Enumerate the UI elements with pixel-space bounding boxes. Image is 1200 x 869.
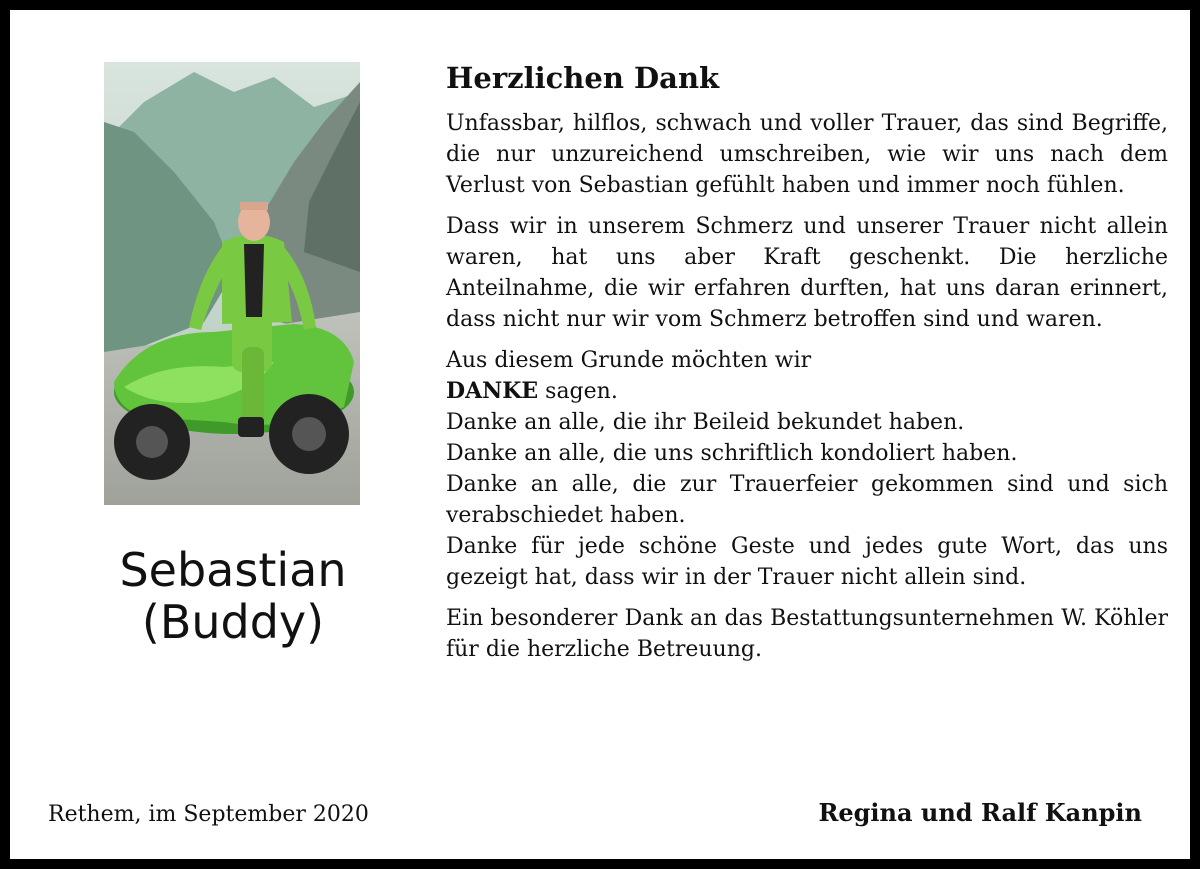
name-nickname: (Buddy): [141, 595, 325, 649]
deceased-name: [70, 544, 396, 648]
thanks-line-1: Danke an alle, die ihr Beileid bekundet haben.: [446, 410, 965, 435]
place-date: Rethem, im September 2020: [48, 802, 369, 827]
motorcycle-photo-image: [104, 62, 360, 505]
thanks-section: [446, 345, 1168, 593]
danke-bold: DANKE: [446, 378, 539, 404]
name-first: Sebastian: [119, 543, 347, 597]
thanks-intro: Aus diesem Grunde möchten wir: [446, 348, 812, 373]
paragraph-2: Dass wir in unserem Schmerz und unserer Trauer nicht allein waren, hat uns aber Kraft geschenkt. Die herzliche Anteilnahme, die wir erfahren durften, hat uns daran erinnert, dass nicht nur wir vom Schmerz betroffen sind und waren.: [446, 214, 1168, 332]
thanks-line-3: Danke an alle, die zur Trauerfeier gekommen sind und sich verabschiedet haben.: [446, 472, 1168, 528]
signature: Regina und Ralf Kanpin: [818, 798, 1142, 827]
memorial-photo: [104, 62, 360, 505]
thanks-line-4: Danke für jede schöne Geste und jedes gute Wort, das uns gezeigt hat, dass wir in der Trauer nicht allein sind.: [446, 534, 1168, 590]
danke-line: [446, 376, 1168, 407]
message-column: [446, 58, 1168, 675]
paragraph-1: Unfassbar, hilflos, schwach und voller Trauer, das sind Begriffe, die nur unzureichend umschreiben, wie wir uns nach dem Verlust von Sebastian gefühlt haben und immer noch fühlen.: [446, 111, 1168, 198]
paragraph-final: Ein besonderer Dank an das Bestattungsunternehmen W. Köhler für die herzliche Betreuung.: [446, 606, 1168, 662]
page-title: Herzlichen Dank: [446, 61, 720, 95]
danke-rest: sagen.: [538, 379, 618, 404]
thanks-line-2: Danke an alle, die uns schriftlich kondoliert haben.: [446, 441, 1018, 466]
